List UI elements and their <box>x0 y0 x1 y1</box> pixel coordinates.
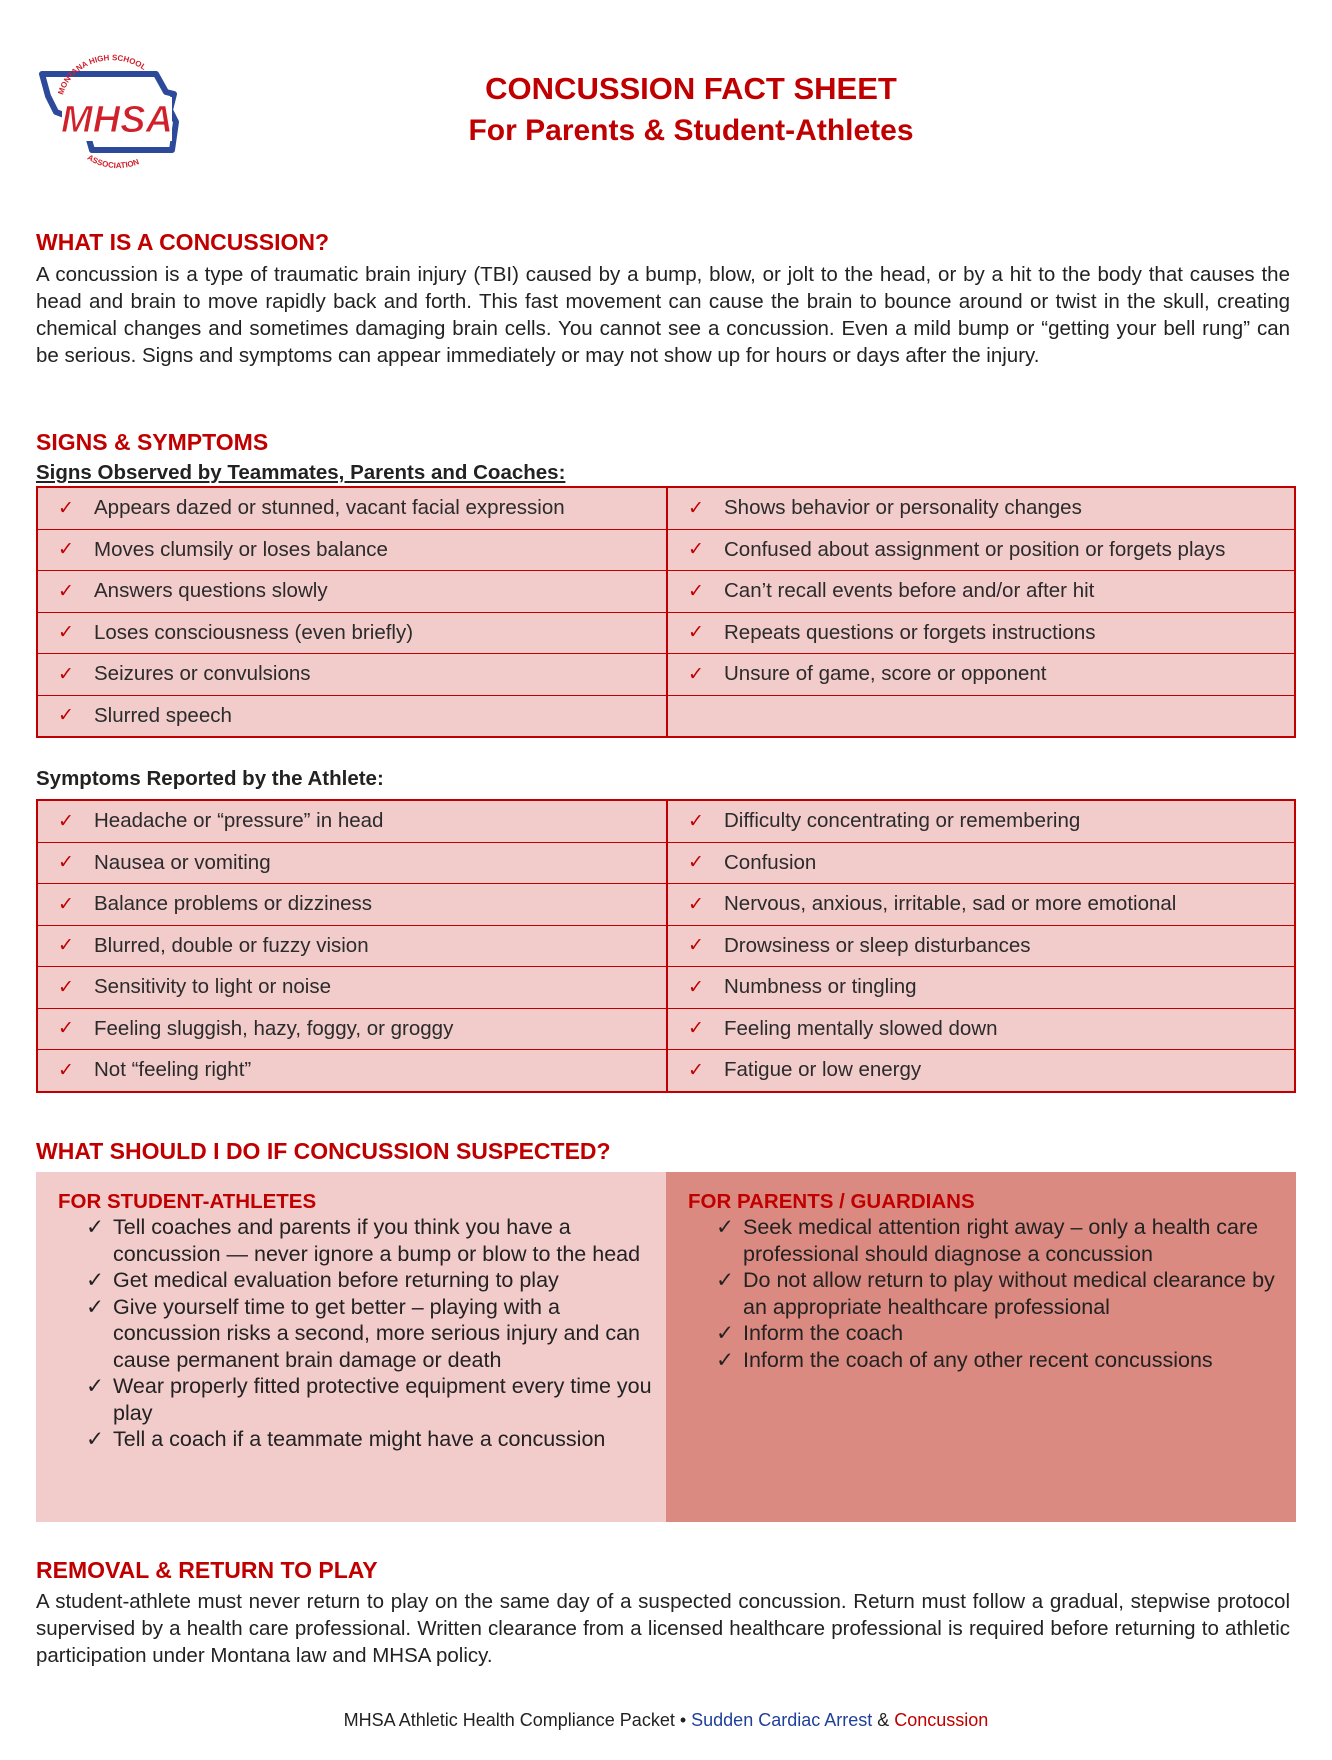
symptom-label: Sensitivity to light or noise <box>94 975 332 999</box>
table-cell <box>666 801 1294 842</box>
symptom-label: Confused about assignment or position or forgets plays <box>724 537 1226 561</box>
checkmark-icon: ✓ <box>688 852 704 874</box>
montana-state-outline-icon <box>34 52 184 178</box>
reported-symptoms-table <box>36 799 1296 1093</box>
footer-link-concussion[interactable]: Concussion <box>894 1710 989 1730</box>
table-cell <box>666 530 1294 571</box>
observed-signs-table <box>36 486 1296 738</box>
symptom-label: Confusion <box>724 850 817 874</box>
list-item: ✓ Inform the coach of any other recent concussions <box>716 1347 1296 1374</box>
symptom-label: Loses consciousness (even briefly) <box>94 620 414 644</box>
list-item: ✓ Inform the coach <box>716 1320 1296 1347</box>
svg-text:ASSOCIATION <box>86 153 141 170</box>
table-row <box>38 570 1294 612</box>
symptom-label: Balance problems or dizziness <box>94 892 373 916</box>
table-cell <box>666 696 1294 737</box>
symptom-label: Drowsiness or sleep disturbances <box>724 933 1031 957</box>
logo-wordmark: MHSA <box>61 99 173 141</box>
table-cell <box>38 1050 666 1091</box>
table-cell <box>38 530 666 571</box>
checkmark-icon: ✓ <box>58 1018 74 1040</box>
observed-subheading: Signs Observed by Teammates, Parents and Coaches: <box>36 461 566 484</box>
checkmark-icon: ✓ <box>58 705 74 727</box>
checkmark-icon: ✓ <box>58 539 74 561</box>
table-cell <box>38 613 666 654</box>
table-cell <box>666 613 1294 654</box>
symptom-label: Feeling mentally slowed down <box>724 1016 998 1040</box>
symptom-label: Fatigue or low energy <box>724 1058 922 1082</box>
title-line-1: CONCUSSION FACT SHEET <box>485 71 897 106</box>
student-athletes-panel <box>36 1172 666 1522</box>
symptom-label: Slurred speech <box>94 703 232 727</box>
symptom-label: Difficulty concentrating or remembering <box>724 809 1081 833</box>
footer-link-sca[interactable]: Sudden Cardiac Arrest <box>691 1710 873 1730</box>
checkmark-icon: ✓ <box>688 893 704 915</box>
what-is-heading: WHAT IS A CONCUSSION? <box>36 229 330 255</box>
checkmark-icon: ✓ <box>688 976 704 998</box>
table-cell <box>666 488 1294 529</box>
symptom-label: Appears dazed or stunned, vacant facial expression <box>94 496 565 520</box>
table-cell <box>38 801 666 842</box>
table-row <box>38 488 1294 529</box>
list-item: ✓ Give yourself time to get better – playing with a concussion risks a second, more serious injury and can cause permanent brain damage or death <box>86 1294 666 1374</box>
reported-subheading: Symptoms Reported by the Athlete: <box>36 767 384 790</box>
table-row <box>38 529 1294 571</box>
checkmark-icon: ✓ <box>688 935 704 957</box>
symptom-label: Feeling sluggish, hazy, foggy, or groggy <box>94 1016 454 1040</box>
symptom-label: Seizures or convulsions <box>94 662 311 686</box>
table-cell <box>38 967 666 1008</box>
table-cell <box>666 654 1294 695</box>
mhsa-logo <box>34 52 184 178</box>
table-cell <box>38 1009 666 1050</box>
table-cell <box>666 571 1294 612</box>
what-is-body: A concussion is a type of traumatic brain injury (TBI) caused by a bump, blow, or jolt to the head, or by a hit to the body that causes the head and brain to move rapidly back and forth. This fast movement can cause the brain to bounce around or twist in the skull, creating chemical changes and sometimes damaging brain cells. You cannot see a concussion. Even a mild bump or “getting your bell rung” can be serious. Signs and symptoms can appear immediately or may not show up for hours or days after the injury. <box>36 263 1290 367</box>
checkmark-icon: ✓ <box>688 810 704 832</box>
checkmark-icon: ✓ <box>58 580 74 602</box>
page-title <box>300 70 1082 150</box>
table-cell <box>666 884 1294 925</box>
symptom-label: Shows behavior or personality changes <box>724 496 1082 520</box>
parents-guardians-heading: FOR PARENTS / GUARDIANS <box>688 1190 975 1213</box>
table-cell <box>38 843 666 884</box>
symptom-label: Blurred, double or fuzzy vision <box>94 933 369 957</box>
checkmark-icon: ✓ <box>58 622 74 644</box>
footer-amp: & <box>872 1710 895 1730</box>
checkmark-icon: ✓ <box>688 663 704 685</box>
checkmark-icon: ✓ <box>688 1018 704 1040</box>
table-cell <box>38 696 666 737</box>
removal-heading: REMOVAL & RETURN TO PLAY <box>36 1557 378 1583</box>
table-cell <box>38 571 666 612</box>
title-line-2: For Parents & Student-Athletes <box>468 114 914 147</box>
list-item: ✓ Do not allow return to play without medical clearance by an appropriate healthcare professional <box>716 1267 1296 1320</box>
checkmark-icon: ✓ <box>58 497 74 519</box>
action-panels <box>36 1172 1296 1522</box>
table-cell <box>666 926 1294 967</box>
parents-guardians-list <box>688 1214 1296 1373</box>
checkmark-icon: ✓ <box>58 1059 74 1081</box>
symptom-label: Not “feeling right” <box>94 1058 252 1082</box>
parents-guardians-panel <box>666 1172 1296 1522</box>
table-cell <box>38 926 666 967</box>
table-row <box>38 883 1294 925</box>
checkmark-icon: ✓ <box>688 1059 704 1081</box>
student-athletes-list <box>58 1214 666 1453</box>
checkmark-icon: ✓ <box>58 893 74 915</box>
checkmark-icon: ✓ <box>688 539 704 561</box>
table-cell <box>666 1050 1294 1091</box>
table-cell <box>666 1009 1294 1050</box>
logo-arc-bottom: ASSOCIATION <box>85 152 141 171</box>
symptom-label: Nausea or vomiting <box>94 850 271 874</box>
table-row <box>38 842 1294 884</box>
checkmark-icon: ✓ <box>58 663 74 685</box>
signs-heading: SIGNS & SYMPTOMS <box>36 429 269 455</box>
table-row <box>38 612 1294 654</box>
checkmark-icon: ✓ <box>688 622 704 644</box>
checkmark-icon: ✓ <box>58 810 74 832</box>
symptom-label: Unsure of game, score or opponent <box>724 662 1047 686</box>
student-athletes-heading: FOR STUDENT-ATHLETES <box>58 1190 317 1213</box>
table-row <box>38 1008 1294 1050</box>
list-item: ✓ Seek medical attention right away – only a health care professional should diagnose a concussion <box>716 1214 1296 1267</box>
footer <box>0 1710 1332 1731</box>
checkmark-icon: ✓ <box>58 935 74 957</box>
logo-arc-top: MONTANA HIGH SCHOOL <box>56 53 148 96</box>
list-item: ✓ Tell a coach if a teammate might have a concussion <box>86 1426 666 1453</box>
table-row <box>38 695 1294 737</box>
checkmark-icon: ✓ <box>58 852 74 874</box>
checkmark-icon: ✓ <box>688 580 704 602</box>
checkmark-icon: ✓ <box>58 976 74 998</box>
symptom-label: Answers questions slowly <box>94 579 328 603</box>
footer-packet: MHSA Athletic Health Compliance Packet <box>343 1710 675 1730</box>
table-cell <box>666 843 1294 884</box>
table-row <box>38 653 1294 695</box>
symptom-label: Can’t recall events before and/or after hit <box>724 579 1095 603</box>
symptom-label: Numbness or tingling <box>724 975 917 999</box>
symptom-label: Headache or “pressure” in head <box>94 809 384 833</box>
symptom-label: Nervous, anxious, irritable, sad or more emotional <box>724 892 1177 916</box>
list-item: ✓ Get medical evaluation before returning to play <box>86 1267 666 1294</box>
list-item: ✓ Tell coaches and parents if you think you have a concussion — never ignore a bump or blow to the head <box>86 1214 666 1267</box>
symptom-label: Moves clumsily or loses balance <box>94 537 388 561</box>
table-row <box>38 801 1294 842</box>
table-cell <box>666 967 1294 1008</box>
list-item: ✓ Wear properly fitted protective equipment every time you play <box>86 1373 666 1426</box>
symptom-label: Repeats questions or forgets instructions <box>724 620 1096 644</box>
checkmark-icon: ✓ <box>688 497 704 519</box>
footer-bullet: • <box>674 1710 692 1730</box>
removal-body: A student-athlete must never return to play on the same day of a suspected concussion. Return must follow a gradual, stepwise protocol supervised by a health care professional. Written clearance from a licensed healthcare professional is required before returning to athletic participation under Montana law and MHSA policy. <box>36 1590 1290 1667</box>
table-row <box>38 1049 1294 1091</box>
table-row <box>38 925 1294 967</box>
table-cell <box>38 884 666 925</box>
table-row <box>38 966 1294 1008</box>
table-cell <box>38 654 666 695</box>
table-cell <box>38 488 666 529</box>
suspected-heading: WHAT SHOULD I DO IF CONCUSSION SUSPECTED? <box>36 1138 611 1164</box>
svg-text:MHSA <box>61 99 173 141</box>
